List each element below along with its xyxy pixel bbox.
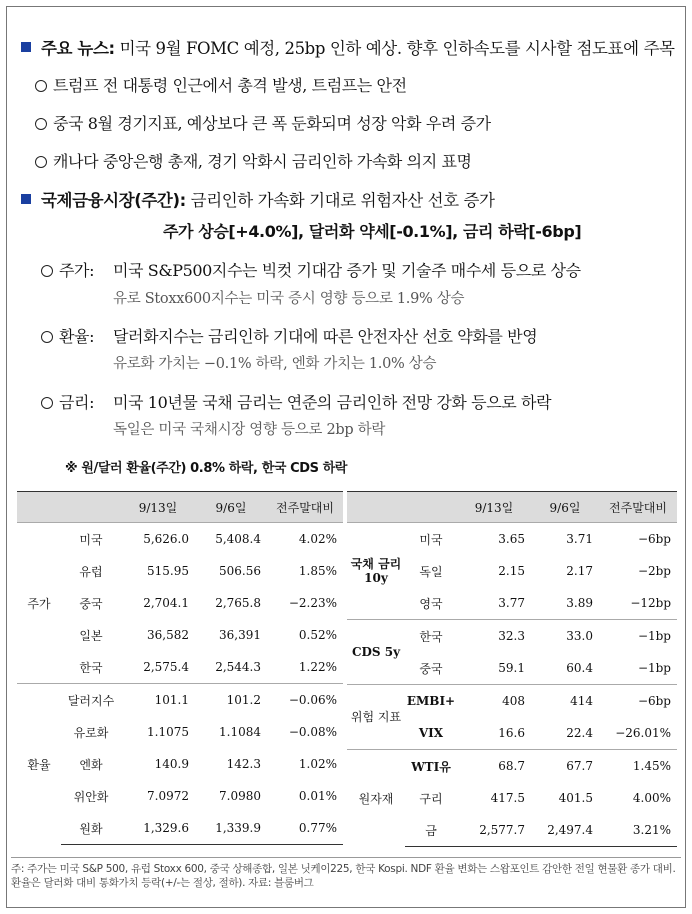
table-row (17, 748, 343, 780)
group-label: 위험 지표 (347, 685, 405, 750)
value-current: 408 (457, 685, 531, 718)
value-previous: 414 (531, 685, 599, 718)
value-change: −12bp (630, 596, 671, 610)
row-label: 유로화 (73, 725, 109, 740)
market-bullet-subtext: 유로화 가치는 −0.1% 하락, 엔화 가치는 1.0% 상승 (113, 356, 437, 372)
circle-bullet-icon (35, 118, 47, 130)
news-bullet (35, 149, 472, 172)
table-row (17, 812, 343, 845)
value-current: 101.1 (121, 684, 195, 717)
value-previous: 101.2 (195, 684, 267, 717)
value-change: 4.02% (267, 523, 343, 556)
table-row (347, 685, 677, 718)
market-bullet-fx (41, 324, 94, 347)
group-label: 국채 금리 10y (347, 523, 405, 620)
market-bullet-text: 달러화지수는 금리인하 기대에 따른 안전자산 선호 약화를 반영 (113, 327, 538, 346)
market-bullet-label: 금리: (59, 393, 95, 412)
header-cell: 9/6일 (531, 492, 599, 523)
circle-bullet-icon (41, 397, 53, 409)
value-previous: 22.4 (566, 726, 593, 740)
header-cell: 전주말대비 (267, 492, 343, 523)
group-label: 원자재 (347, 750, 405, 847)
row-label: 유럽 (79, 564, 103, 579)
value-previous: 401.5 (558, 791, 593, 805)
row-label: 독일 (419, 564, 443, 579)
value-current: 417.5 (490, 791, 525, 805)
header-cell: 9/13일 (121, 492, 195, 523)
news-bullet-text: 중국 8월 경기지표, 예상보다 큰 폭 둔화되며 성장 악화 우려 증가 (53, 114, 491, 133)
value-current: 2,577.7 (457, 814, 531, 847)
footnote: 주: 주가는 미국 S&P 500, 유럽 Stoxx 600, 중국 상해종합, 일본 닛케이225, 한국 Kospi. NDF 환율 변화는 스왑포인트 감안한 전일 현물환 종가 대비. 환율은 달러화 대비 통화가치 등락(+/-는 절상, 절하). 자료: 블룸버그 (11, 857, 681, 890)
table-row (17, 587, 343, 619)
table-row (17, 523, 343, 556)
right-market-table (347, 491, 677, 847)
value-previous: 3.71 (531, 523, 599, 556)
value-change: 1.02% (298, 757, 337, 771)
market-bullet-subtext: 유로 Stoxx600지수는 미국 증시 영향 등으로 1.9% 상승 (113, 291, 465, 307)
table-header-row (17, 492, 343, 523)
table-row (347, 523, 677, 556)
row-label: 금 (405, 814, 457, 847)
value-current: 5,626.0 (121, 523, 195, 556)
value-current: 7.0972 (147, 789, 189, 803)
value-change: −0.08% (288, 725, 337, 739)
value-change: −2.23% (288, 596, 337, 610)
table-row (17, 619, 343, 651)
value-change: 1.45% (599, 750, 677, 783)
headline-news (41, 35, 675, 59)
header-cell (347, 492, 405, 523)
market-bullet-label: 환율: (59, 327, 95, 346)
headline-market (41, 187, 495, 211)
value-current: 515.95 (147, 564, 189, 578)
header-cell: 9/13일 (457, 492, 531, 523)
document-frame (6, 6, 686, 908)
table-row (347, 750, 677, 783)
header-cell (17, 492, 61, 523)
value-previous: 1,339.9 (195, 812, 267, 845)
table-row (17, 780, 343, 812)
market-bullet-stocks (41, 258, 94, 281)
value-change: 1.85% (298, 564, 337, 578)
value-previous: 60.4 (566, 661, 593, 675)
row-label: 중국 (79, 596, 103, 611)
value-change: 0.01% (298, 789, 337, 803)
news-bullet-text: 캐나다 중앙은행 총재, 경기 악화시 금리인하 가속화 의지 표명 (53, 152, 472, 171)
value-current: 16.6 (498, 726, 525, 740)
table-row (17, 684, 343, 717)
news-bullet (35, 111, 491, 134)
value-previous: 5,408.4 (195, 523, 267, 556)
fx-note: ※ 원/달러 환율(주간) 0.8% 하락, 한국 CDS 하락 (65, 461, 348, 476)
value-previous: 2,497.4 (531, 814, 599, 847)
value-previous: 7.0980 (219, 789, 261, 803)
left-market-table (17, 491, 343, 845)
value-current: 59.1 (498, 661, 525, 675)
value-change: −2bp (637, 564, 671, 578)
row-label: WTI유 (405, 750, 457, 783)
value-current: 2,704.1 (143, 596, 189, 610)
value-current: 1.1075 (147, 725, 189, 739)
value-previous: 506.56 (219, 564, 261, 578)
value-previous: 36,391 (219, 628, 261, 642)
value-current: 2.15 (498, 564, 525, 578)
headline-news-label: 주요 뉴스: (41, 39, 115, 58)
row-label: 구리 (419, 791, 443, 806)
market-bullet-subtext: 독일은 미국 국채시장 영향 등으로 2bp 하락 (113, 422, 386, 438)
circle-bullet-icon (35, 156, 47, 168)
header-cell (405, 492, 457, 523)
value-current: 36,582 (147, 628, 189, 642)
value-change: 0.77% (267, 812, 343, 845)
value-change: −6bp (599, 685, 677, 718)
value-change: 1.22% (298, 660, 337, 674)
row-label: 미국 (405, 523, 457, 556)
value-previous: 1.1084 (219, 725, 261, 739)
row-label: 중국 (419, 661, 443, 676)
header-cell (61, 492, 121, 523)
header-cell: 9/6일 (195, 492, 267, 523)
value-current: 2,575.4 (143, 660, 189, 674)
value-current: 140.9 (154, 757, 189, 771)
group-label: CDS 5y (347, 620, 405, 685)
group-label: 환율 (17, 684, 61, 845)
value-change: −0.06% (267, 684, 343, 717)
row-label: 영국 (419, 596, 443, 611)
value-change: 0.52% (298, 628, 337, 642)
table-row (17, 716, 343, 748)
value-current: 1,329.6 (121, 812, 195, 845)
value-previous: 142.3 (226, 757, 261, 771)
value-change: −6bp (599, 523, 677, 556)
value-previous: 2,544.3 (215, 660, 261, 674)
value-current: 3.65 (457, 523, 531, 556)
row-label: 한국 (405, 620, 457, 653)
circle-bullet-icon (41, 331, 53, 343)
market-bullet-text: 미국 S&P500지수는 빅컷 기대감 증가 및 기술주 매수세 등으로 상승 (113, 261, 581, 280)
row-label: 위안화 (73, 789, 109, 804)
market-bullet-rates (41, 390, 94, 413)
market-summary: 주가 상승[+4.0%], 달러화 약세[-0.1%], 금리 하락[-6bp] (163, 222, 582, 241)
table-header-row (347, 492, 677, 523)
value-change: −1bp (637, 661, 671, 675)
square-bullet-icon (21, 194, 31, 204)
value-previous: 2.17 (566, 564, 593, 578)
value-current: 3.77 (498, 596, 525, 610)
row-label: 일본 (79, 628, 103, 643)
circle-bullet-icon (41, 265, 53, 277)
value-previous: 33.0 (531, 620, 599, 653)
value-previous: 2,765.8 (215, 596, 261, 610)
value-current: 68.7 (457, 750, 531, 783)
row-label: EMBI+ (405, 685, 457, 718)
value-previous: 67.7 (531, 750, 599, 783)
headline-market-label: 국제금융시장(주간): (41, 191, 186, 210)
circle-bullet-icon (35, 80, 47, 92)
value-current: 32.3 (457, 620, 531, 653)
table-row (17, 651, 343, 684)
row-label: 원화 (61, 812, 121, 845)
headline-market-text: 금리인하 가속화 기대로 위험자산 선호 증가 (190, 191, 495, 210)
row-label: 한국 (79, 660, 103, 675)
news-bullet-text: 트럼프 전 대통령 인근에서 총격 발생, 트럼프는 안전 (53, 76, 407, 95)
value-change: −1bp (599, 620, 677, 653)
row-label: 달러지수 (61, 684, 121, 717)
value-change: 3.21% (599, 814, 677, 847)
row-label: 엔화 (79, 757, 103, 772)
table-row (17, 555, 343, 587)
news-bullet (35, 73, 407, 96)
market-bullet-label: 주가: (59, 261, 95, 280)
row-label: VIX (418, 726, 444, 740)
square-bullet-icon (21, 42, 31, 52)
value-change: −26.01% (615, 726, 671, 740)
header-cell: 전주말대비 (599, 492, 677, 523)
group-label: 주가 (17, 523, 61, 684)
value-previous: 3.89 (566, 596, 593, 610)
table-row (347, 620, 677, 653)
market-bullet-text: 미국 10년물 국채 금리는 연준의 금리인하 전망 강화 등으로 하락 (113, 393, 552, 412)
row-label: 미국 (61, 523, 121, 556)
value-change: 4.00% (632, 791, 671, 805)
headline-news-text: 미국 9월 FOMC 예정, 25bp 인하 예상. 향후 인하속도를 시사할 점도표에 주목 (119, 39, 675, 58)
